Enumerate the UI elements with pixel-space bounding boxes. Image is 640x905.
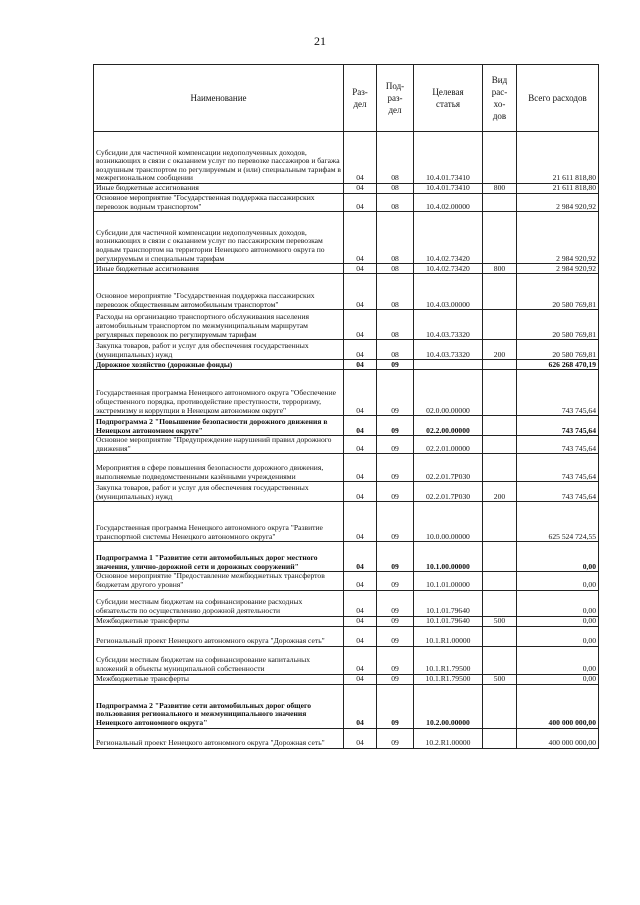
subsection-cell: 08 (377, 274, 414, 310)
section-cell: 04 (344, 310, 377, 340)
name-cell: Подпрограмма 1 "Развитие сети автомобильных дорог местного значения, улично-дорожной сети и дорожных сооружений" (94, 542, 344, 572)
name-cell: Основное мероприятие "Предоставление межбюджетных трансфертов бюджетам другого уровня" (94, 572, 344, 590)
subsection-cell: 09 (377, 646, 414, 674)
table-row (94, 310, 599, 340)
section-cell: 04 (344, 454, 377, 482)
target-article-cell: 10.2.R1.00000 (414, 728, 483, 748)
table-row (94, 454, 599, 482)
table-row (94, 572, 599, 590)
name-cell: Субсидии местным бюджетам на софинансирование капитальных вложений в объекты муниципальной собственности (94, 646, 344, 674)
amount-cell: 0,00 (517, 542, 599, 572)
section-cell: 04 (344, 626, 377, 646)
expense-type-cell (483, 684, 517, 728)
table-row (94, 728, 599, 748)
target-article-cell: 10.4.03.73320 (414, 340, 483, 360)
target-article-cell: 02.0.00.00000 (414, 370, 483, 416)
section-cell: 04 (344, 572, 377, 590)
name-cell: Дорожное хозяйство (дорожные фонды) (94, 360, 344, 370)
expense-type-cell (483, 370, 517, 416)
subsection-cell: 09 (377, 616, 414, 626)
expense-type-cell (483, 194, 517, 212)
subsection-cell: 09 (377, 626, 414, 646)
target-article-cell: 10.4.02.73420 (414, 212, 483, 264)
amount-cell: 2 984 920,92 (517, 264, 599, 274)
subsection-cell: 09 (377, 542, 414, 572)
section-cell: 04 (344, 728, 377, 748)
amount-cell: 0,00 (517, 572, 599, 590)
table-row (94, 674, 599, 684)
expense-type-cell (483, 436, 517, 454)
section-cell: 04 (344, 482, 377, 502)
table-row (94, 416, 599, 436)
table-row (94, 436, 599, 454)
expense-type-cell (483, 310, 517, 340)
table-row (94, 590, 599, 616)
target-article-cell: 10.4.01.73410 (414, 184, 483, 194)
target-article-cell: 10.1.01.00000 (414, 572, 483, 590)
table-row (94, 616, 599, 626)
amount-cell: 743 745,64 (517, 416, 599, 436)
target-article-cell (414, 360, 483, 370)
expense-type-cell: 800 (483, 264, 517, 274)
subsection-cell: 09 (377, 416, 414, 436)
expense-type-cell: 200 (483, 340, 517, 360)
subsection-cell: 08 (377, 132, 414, 184)
section-cell: 04 (344, 542, 377, 572)
subsection-cell: 09 (377, 728, 414, 748)
name-cell: Региональный проект Ненецкого автономного округа "Дорожная сеть" (94, 728, 344, 748)
amount-cell: 2 984 920,92 (517, 212, 599, 264)
amount-cell: 743 745,64 (517, 454, 599, 482)
amount-cell: 743 745,64 (517, 436, 599, 454)
name-cell: Государственная программа Ненецкого автономного округа "Обеспечение общественного порядка, противодействие преступности, терроризму, экстремизму и коррупции в Ненецком автономном округе" (94, 370, 344, 416)
target-article-cell: 10.1.00.00000 (414, 542, 483, 572)
subsection-cell: 09 (377, 502, 414, 542)
table-body (94, 132, 599, 749)
expense-type-cell (483, 646, 517, 674)
subsection-cell: 09 (377, 482, 414, 502)
section-cell: 04 (344, 360, 377, 370)
target-article-cell: 10.1.R1.00000 (414, 626, 483, 646)
table-row (94, 264, 599, 274)
header-name: Наименование (94, 65, 344, 132)
table-row (94, 360, 599, 370)
name-cell: Межбюджетные трансферты (94, 674, 344, 684)
budget-table (93, 64, 599, 749)
table-row (94, 542, 599, 572)
name-cell: Подпрограмма 2 "Развитие сети автомобильных дорог общего пользования регионального и межмуниципального значения Ненецкого автономного округа" (94, 684, 344, 728)
name-cell: Иные бюджетные ассигнования (94, 264, 344, 274)
target-article-cell: 10.0.00.00000 (414, 502, 483, 542)
table-row (94, 482, 599, 502)
header-subsection: Под- раз- дел (377, 65, 414, 132)
expense-type-cell: 500 (483, 674, 517, 684)
section-cell: 04 (344, 194, 377, 212)
section-cell: 04 (344, 646, 377, 674)
section-cell: 04 (344, 370, 377, 416)
subsection-cell: 08 (377, 340, 414, 360)
amount-cell: 743 745,64 (517, 370, 599, 416)
target-article-cell: 10.4.02.73420 (414, 264, 483, 274)
header-expense-type: Вид рас- хо- дов (483, 65, 517, 132)
expense-type-cell (483, 274, 517, 310)
name-cell: Субсидии для частичной компенсации недополученных доходов, возникающих в связи с оказанием услуг по пассажирским перевозкам водным транспортом на территории Ненецкого автономного округа по регулируемым и специальным тарифам (94, 212, 344, 264)
section-cell: 04 (344, 264, 377, 274)
amount-cell: 20 580 769,81 (517, 274, 599, 310)
expense-type-cell (483, 360, 517, 370)
amount-cell: 626 268 470,19 (517, 360, 599, 370)
target-article-cell: 02.2.01.7Р030 (414, 482, 483, 502)
name-cell: Государственная программа Ненецкого автономного округа "Развитие транспортной системы Ненецкого автономного округа" (94, 502, 344, 542)
table-row (94, 502, 599, 542)
header-target: Целевая статья (414, 65, 483, 132)
subsection-cell: 09 (377, 436, 414, 454)
amount-cell: 21 611 818,80 (517, 184, 599, 194)
table-row (94, 340, 599, 360)
target-article-cell: 10.1.R1.79500 (414, 646, 483, 674)
target-article-cell: 10.4.02.00000 (414, 194, 483, 212)
name-cell: Основное мероприятие "Государственная поддержка пассажирских перевозок водным транспортом" (94, 194, 344, 212)
amount-cell: 0,00 (517, 626, 599, 646)
amount-cell: 0,00 (517, 590, 599, 616)
expense-type-cell: 500 (483, 616, 517, 626)
section-cell: 04 (344, 436, 377, 454)
name-cell: Региональный проект Ненецкого автономного округа "Дорожная сеть" (94, 626, 344, 646)
amount-cell: 400 000 000,00 (517, 728, 599, 748)
amount-cell: 0,00 (517, 674, 599, 684)
amount-cell: 0,00 (517, 616, 599, 626)
expense-type-cell (483, 572, 517, 590)
header-section: Раз- дел (344, 65, 377, 132)
table-row (94, 626, 599, 646)
table-row (94, 684, 599, 728)
subsection-cell: 09 (377, 360, 414, 370)
expense-type-cell: 200 (483, 482, 517, 502)
expense-type-cell (483, 502, 517, 542)
amount-cell: 20 580 769,81 (517, 310, 599, 340)
name-cell: Основное мероприятие "Государственная поддержка пассажирских перевозок общественным автомобильным транспортом" (94, 274, 344, 310)
table-row (94, 194, 599, 212)
target-article-cell: 02.2.00.00000 (414, 416, 483, 436)
name-cell: Иные бюджетные ассигнования (94, 184, 344, 194)
name-cell: Подпрограмма 2 "Повышение безопасности дорожного движения в Ненецком автономном округе" (94, 416, 344, 436)
expense-type-cell (483, 626, 517, 646)
table-header-row (94, 65, 599, 132)
target-article-cell: 10.1.01.79640 (414, 590, 483, 616)
subsection-cell: 09 (377, 590, 414, 616)
expense-type-cell: 800 (483, 184, 517, 194)
table-row (94, 212, 599, 264)
name-cell: Расходы на организацию транспортного обслуживания населения автомобильным транспортом по межмуниципальным маршрутам регулярных перевозок по регулируемым тарифам (94, 310, 344, 340)
amount-cell: 625 524 724,55 (517, 502, 599, 542)
table-row (94, 370, 599, 416)
expense-type-cell (483, 542, 517, 572)
target-article-cell: 10.4.03.00000 (414, 274, 483, 310)
section-cell: 04 (344, 674, 377, 684)
name-cell: Закупка товаров, работ и услуг для обеспечения государственных (муниципальных) нужд (94, 340, 344, 360)
section-cell: 04 (344, 416, 377, 436)
subsection-cell: 09 (377, 370, 414, 416)
target-article-cell: 10.1.01.79640 (414, 616, 483, 626)
expense-type-cell (483, 416, 517, 436)
subsection-cell: 09 (377, 674, 414, 684)
subsection-cell: 09 (377, 454, 414, 482)
expense-type-cell (483, 590, 517, 616)
target-article-cell: 10.4.01.73410 (414, 132, 483, 184)
amount-cell: 21 611 818,80 (517, 132, 599, 184)
target-article-cell: 02.2.01.00000 (414, 436, 483, 454)
table-row (94, 274, 599, 310)
page-number: 21 (314, 34, 326, 48)
section-cell: 04 (344, 132, 377, 184)
header-total: Всего расходов (517, 65, 599, 132)
subsection-cell: 08 (377, 184, 414, 194)
amount-cell: 20 580 769,81 (517, 340, 599, 360)
expense-type-cell (483, 728, 517, 748)
name-cell: Мероприятия в сфере повышения безопасности дорожного движения, выполняемые подведомственными казёнными учреждениями (94, 454, 344, 482)
target-article-cell: 10.2.00.00000 (414, 684, 483, 728)
amount-cell: 2 984 920,92 (517, 194, 599, 212)
section-cell: 04 (344, 684, 377, 728)
name-cell: Закупка товаров, работ и услуг для обеспечения государственных (муниципальных) нужд (94, 482, 344, 502)
table-row (94, 184, 599, 194)
amount-cell: 743 745,64 (517, 482, 599, 502)
name-cell: Межбюджетные трансферты (94, 616, 344, 626)
section-cell: 04 (344, 274, 377, 310)
section-cell: 04 (344, 340, 377, 360)
amount-cell: 0,00 (517, 646, 599, 674)
section-cell: 04 (344, 616, 377, 626)
target-article-cell: 02.2.01.7Р030 (414, 454, 483, 482)
target-article-cell: 10.1.R1.79500 (414, 674, 483, 684)
subsection-cell: 09 (377, 684, 414, 728)
name-cell: Основное мероприятие "Предупреждение нарушений правил дорожного движения" (94, 436, 344, 454)
amount-cell: 400 000 000,00 (517, 684, 599, 728)
subsection-cell: 08 (377, 310, 414, 340)
expense-type-cell (483, 454, 517, 482)
expense-type-cell (483, 212, 517, 264)
table-row (94, 132, 599, 184)
section-cell: 04 (344, 590, 377, 616)
section-cell: 04 (344, 502, 377, 542)
name-cell: Субсидии местным бюджетам на софинансирование расходных обязательств по осуществлению дорожной деятельности (94, 590, 344, 616)
expense-type-cell (483, 132, 517, 184)
section-cell: 04 (344, 184, 377, 194)
section-cell: 04 (344, 212, 377, 264)
subsection-cell: 09 (377, 572, 414, 590)
name-cell: Субсидии для частичной компенсации недополученных доходов, возникающих в связи с оказанием услуг по перевозке пассажиров и багажа воздушным транспортом по регулируемым и (или) специальным тарифам в межрегиональном сообщении (94, 132, 344, 184)
subsection-cell: 08 (377, 264, 414, 274)
subsection-cell: 08 (377, 212, 414, 264)
table-row (94, 646, 599, 674)
subsection-cell: 08 (377, 194, 414, 212)
target-article-cell: 10.4.03.73320 (414, 310, 483, 340)
